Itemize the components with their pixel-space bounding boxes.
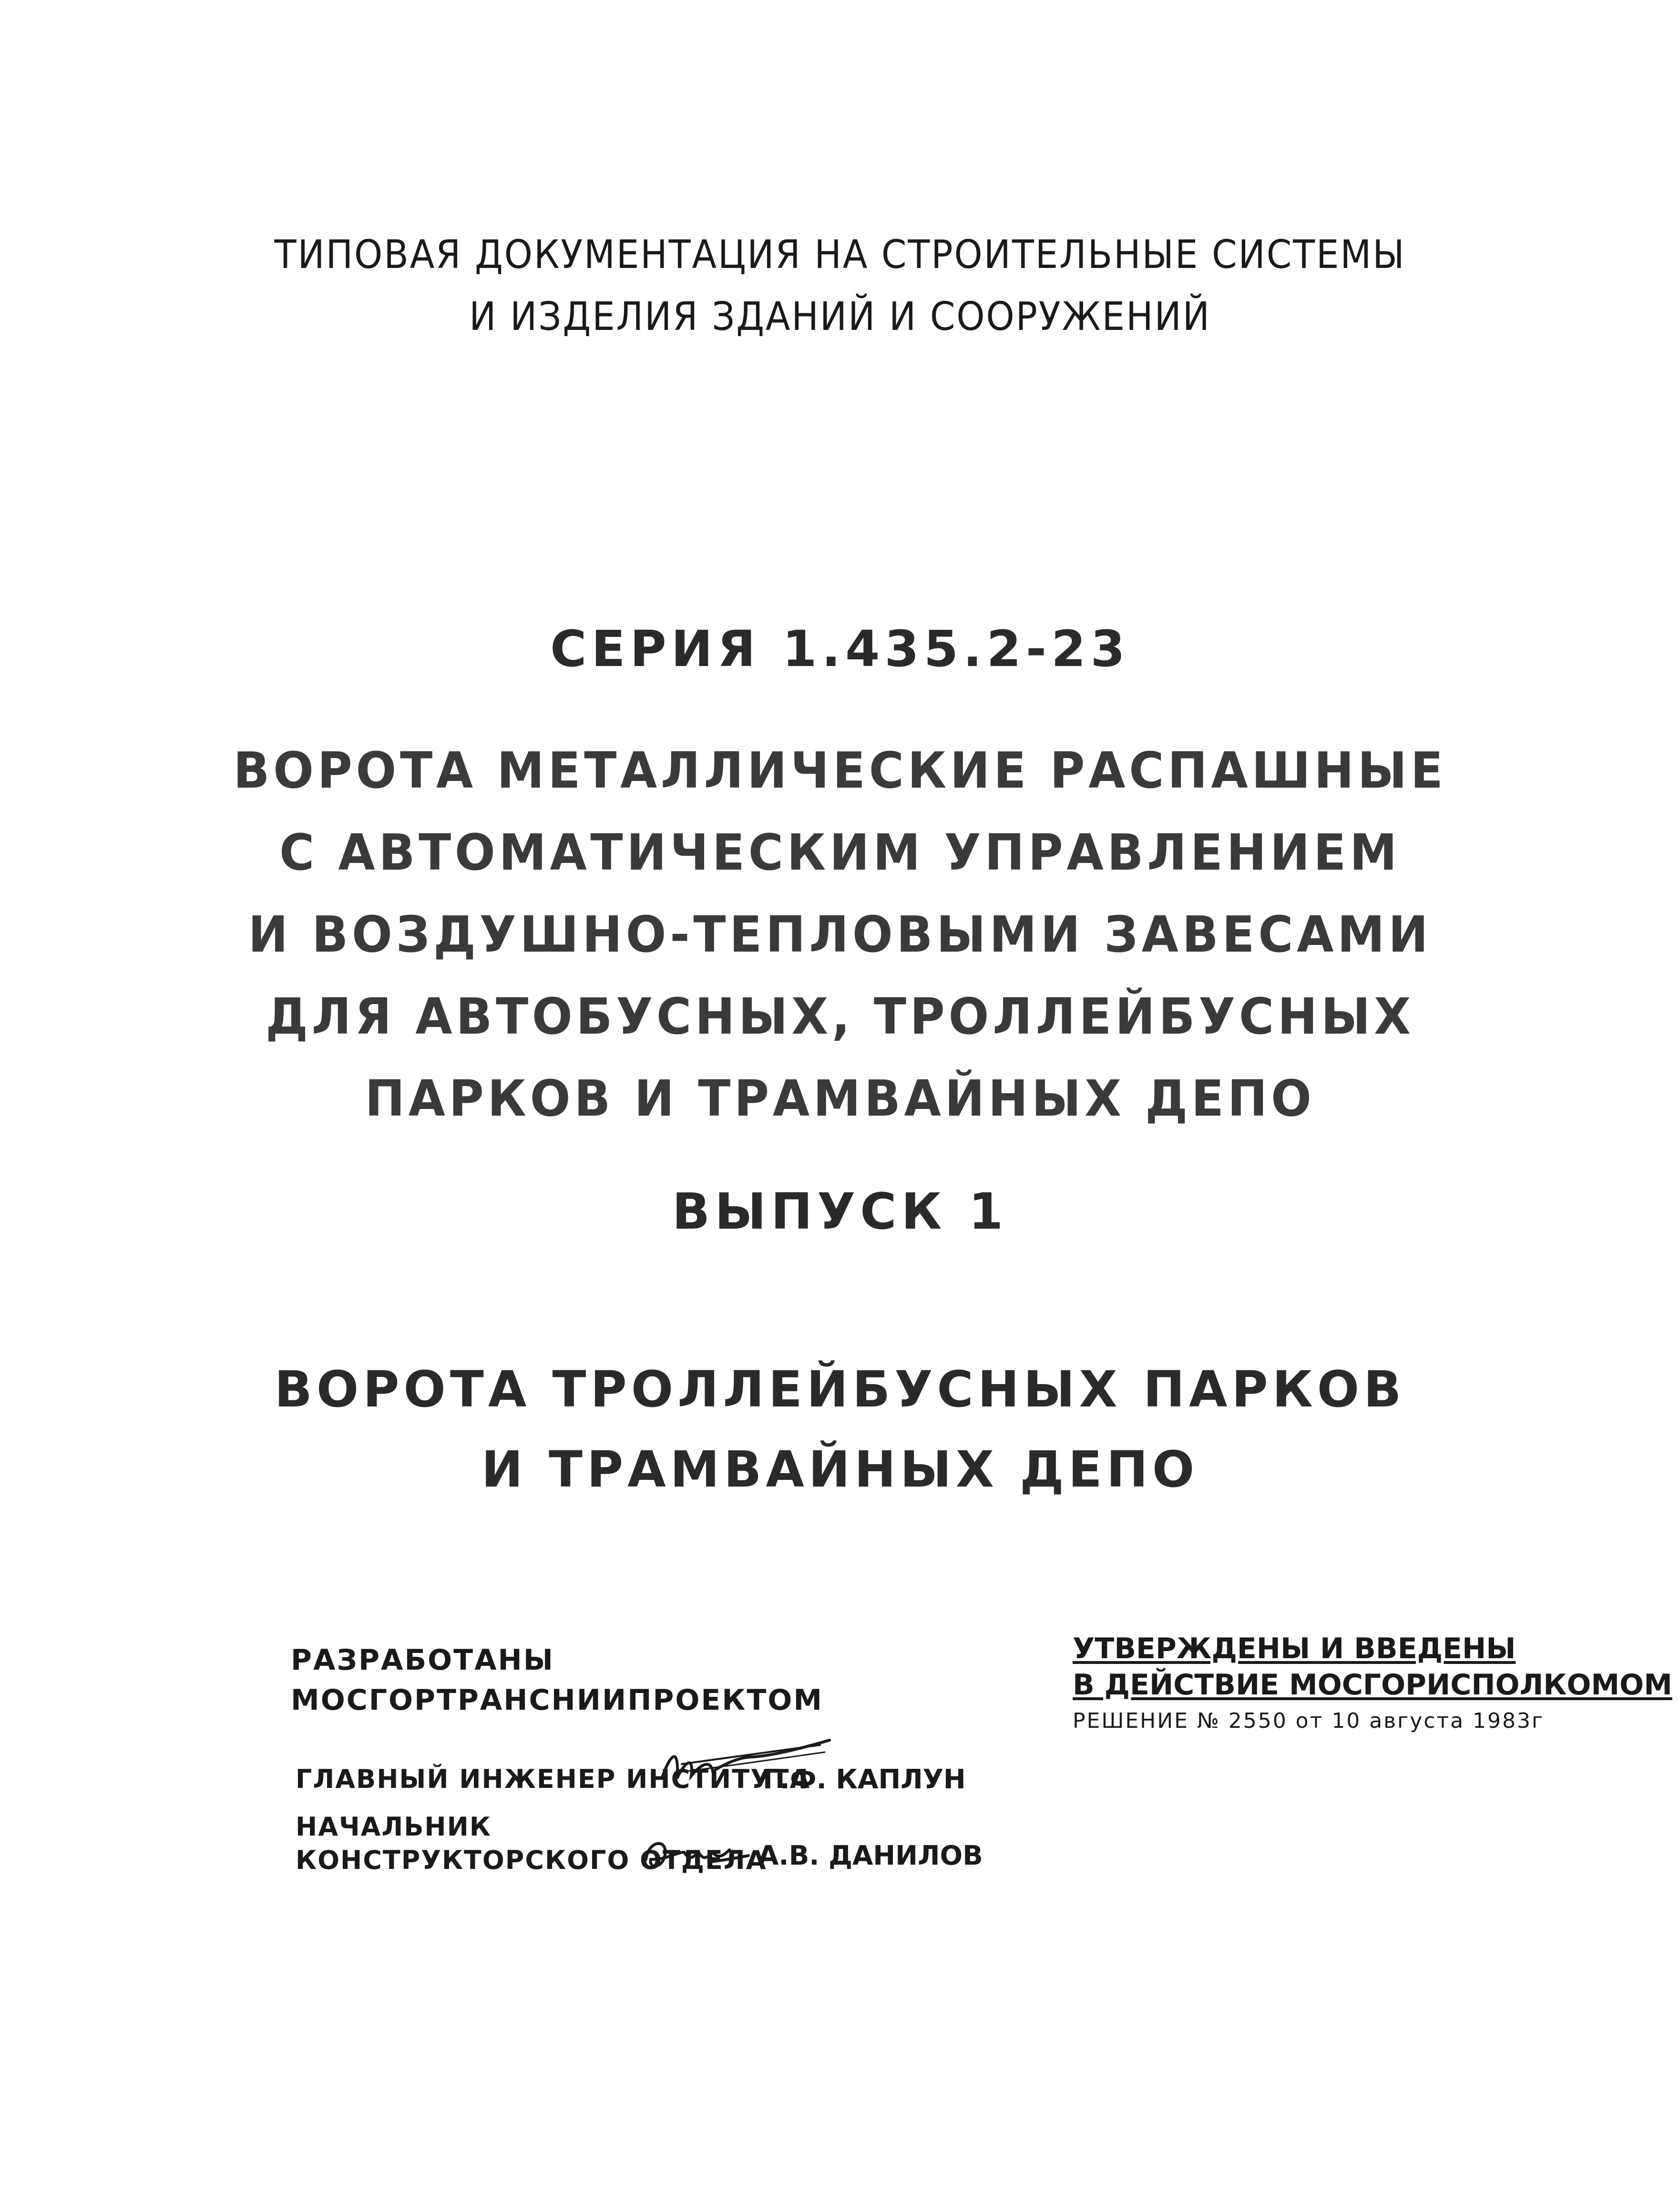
- subtitle-line-2: И ТРАМВАЙНЫХ ДЕПО: [481, 1440, 1199, 1498]
- header-line-2: И ИЗДЕЛИЯ ЗДАНИЙ И СООРУЖЕНИЙ: [469, 294, 1211, 339]
- approval-block: [1073, 1631, 1672, 1739]
- signatory-role-line-2: КОНСТРУКТОРСКОГО ОТДЕЛА: [296, 1845, 767, 1875]
- title-line-1: ВОРОТА МЕТАЛЛИЧЕСКИЕ РАСПАШНЫЕ: [233, 741, 1447, 800]
- signatory-role: ГЛАВНЫЙ ИНЖЕНЕР ИНСТИТУТА: [296, 1764, 811, 1794]
- developer-credits: [291, 1640, 823, 1720]
- document-header: [67, 224, 1613, 348]
- developer-org: МОСГОРТРАНСНИИПРОЕКТОМ: [291, 1683, 824, 1717]
- title-line-5: ПАРКОВ И ТРАМВАЙНЫХ ДЕПО: [365, 1069, 1315, 1128]
- approval-line-1: УТВЕРЖДЕНЫ И ВВЕДЕНЫ: [1073, 1632, 1516, 1665]
- approval-decision: РЕШЕНИЕ № 2550 от 10 августа 1983г: [1073, 1709, 1545, 1733]
- signatory-role-line-1: НАЧАЛЬНИК: [296, 1812, 492, 1842]
- title-line-4: ДЛЯ АВТОБУСНЫХ, ТРОЛЛЕЙБУСНЫХ: [266, 987, 1414, 1046]
- signature-danilov: [639, 1826, 753, 1878]
- approval-line-2: В ДЕЙСТВИЕ МОСГОРИСПОЛКОМОМ: [1073, 1668, 1672, 1702]
- header-line-1: ТИПОВАЯ ДОКУМЕНТАЦИЯ НА СТРОИТЕЛЬНЫЕ СИСТЕМЫ: [274, 232, 1406, 277]
- developer-label: РАЗРАБОТАНЫ: [291, 1643, 554, 1677]
- signatory-name-danilov: А.В. ДАНИЛОВ: [758, 1840, 983, 1871]
- document-title: [33, 729, 1646, 1139]
- issue-number: ВЫПУСК 1: [672, 1182, 1008, 1241]
- signatory-name-kaplun: Г.Ф. КАПЛУН: [763, 1764, 966, 1795]
- subtitle-line-1: ВОРОТА ТРОЛЛЕЙБУСНЫХ ПАРКОВ: [274, 1360, 1406, 1418]
- title-line-2: С АВТОМАТИЧЕСКИМ УПРАВЛЕНИЕМ: [279, 823, 1401, 882]
- series-number: СЕРИЯ 1.435.2-23: [550, 620, 1130, 678]
- title-line-3: И ВОЗДУШНО-ТЕПЛОВЫМИ ЗАВЕСАМИ: [248, 905, 1432, 964]
- issue-title: [0, 1349, 1680, 1509]
